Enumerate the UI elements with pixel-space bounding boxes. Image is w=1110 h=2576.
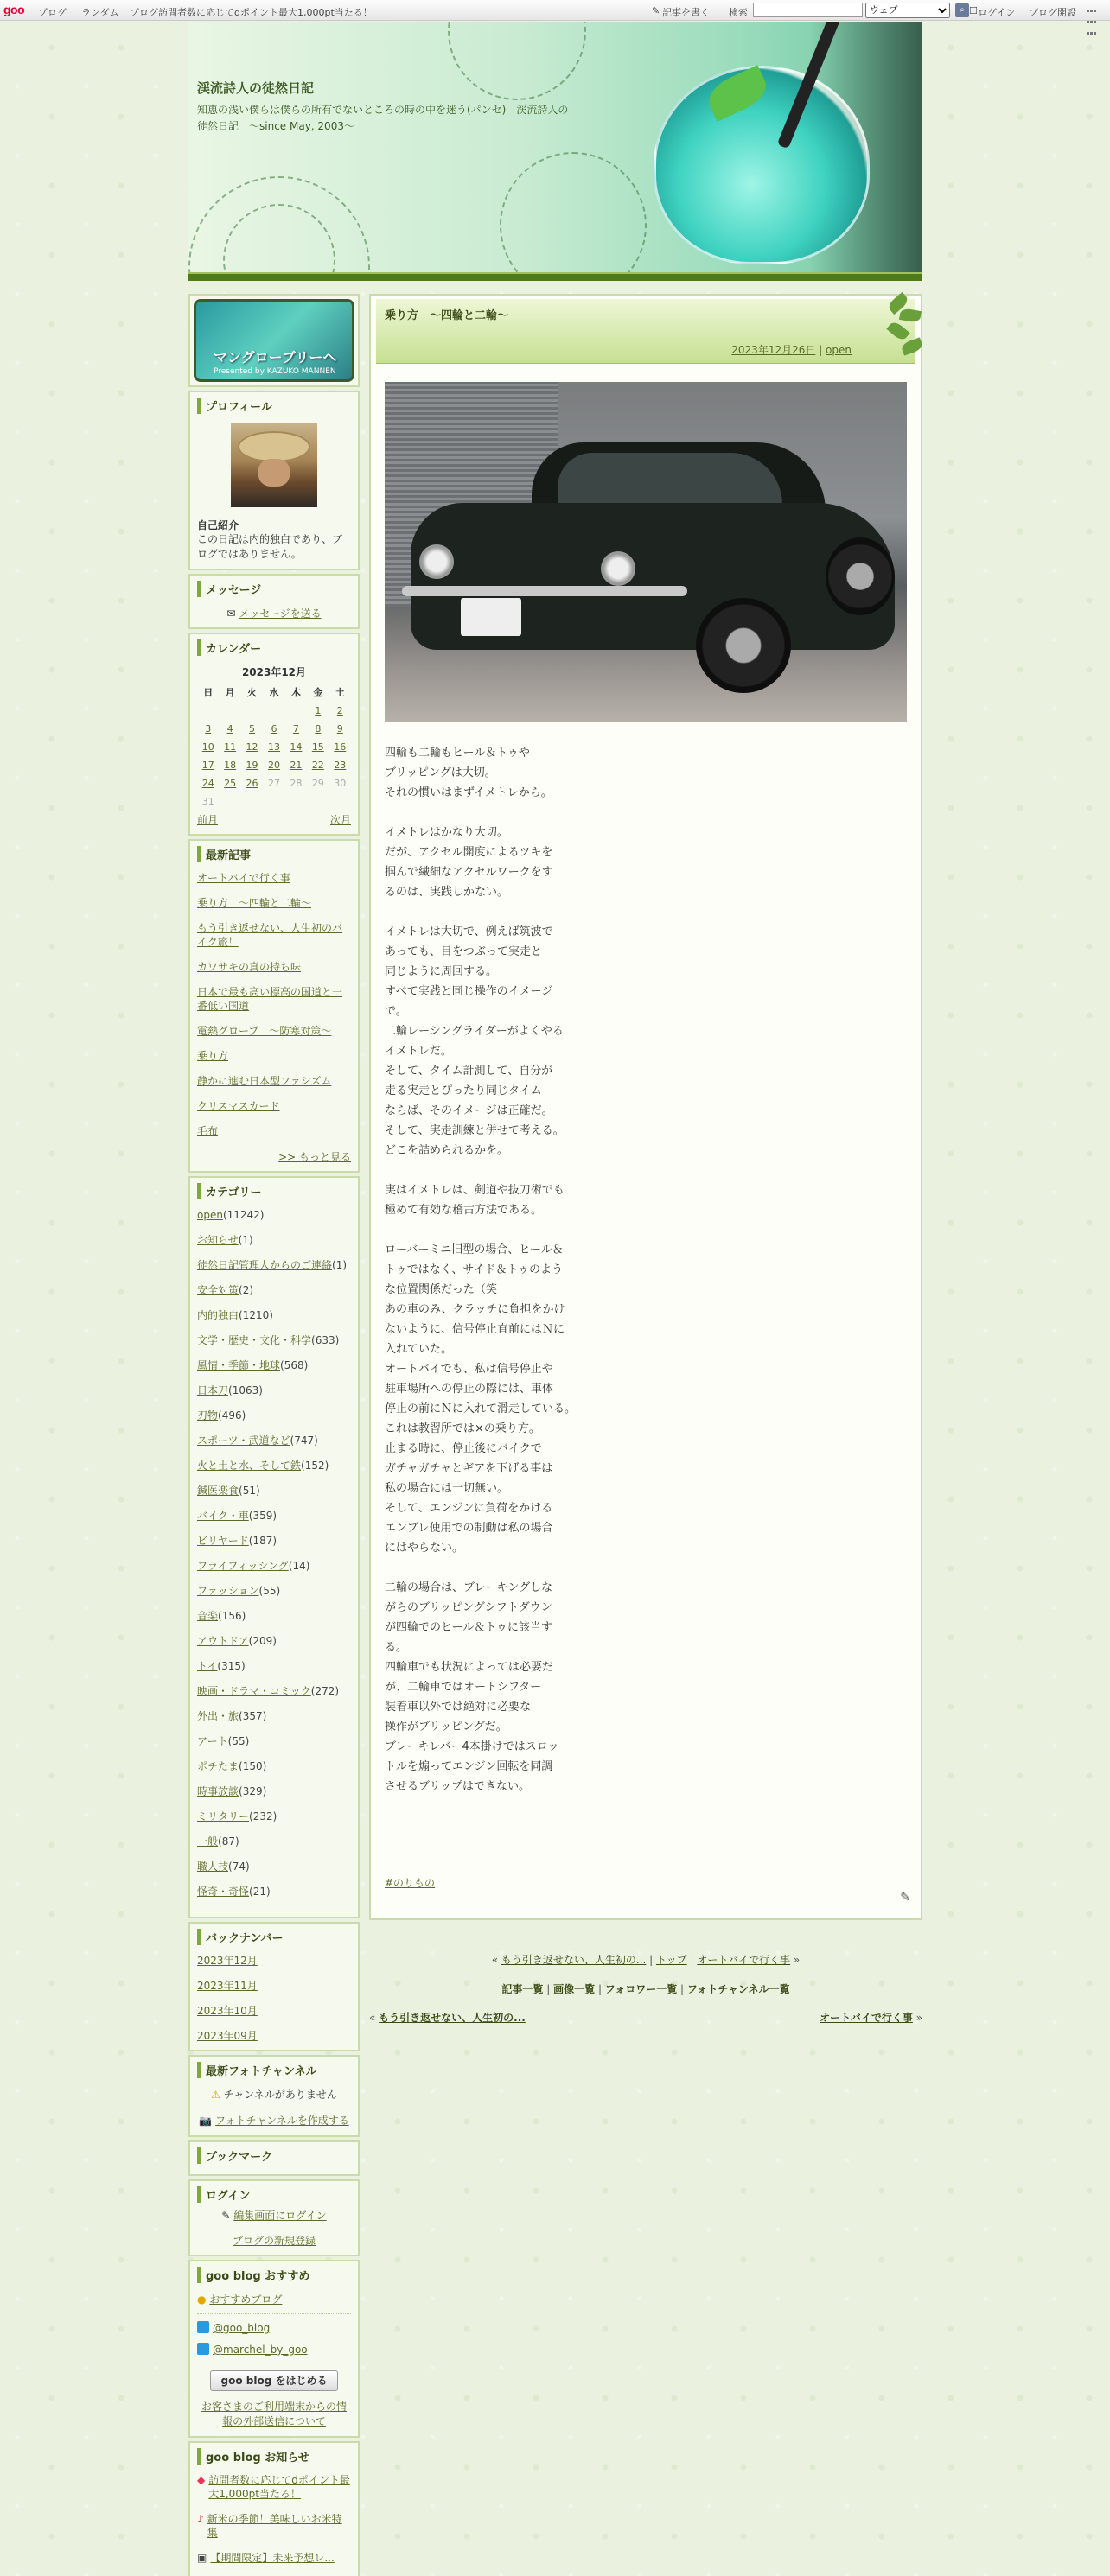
recent-post-link[interactable]: もう引き返せない、人生初のバイク旅！ [197,922,343,948]
banner-box [188,294,360,387]
entry-nav-top: « もう引き返せない、人生初の... | トップ | オートバイで行く事 » [491,1954,801,1966]
sidebar [188,294,360,2576]
calendar-day[interactable]: 11 [224,741,237,753]
category-link[interactable]: 鍼医楽食 [197,1485,239,1497]
bookmark-heading: ブックマーク [197,2147,351,2164]
backnumber-link[interactable]: 2023年10月 [197,2005,258,2017]
calendar-day[interactable]: 3 [205,723,212,735]
calendar-next-link[interactable]: 次月 [329,814,351,826]
body-line: 停止の前にＮに入れて滑走している。 [385,1402,577,1415]
category-count: (74) [228,1860,250,1873]
header-bar [188,272,922,281]
list-links: 記事一覧 | 画像一覧 | フォロワー一覧 | フォトチャンネル一覧 [501,1983,790,1995]
profile-intro-label: 自己紹介 [197,519,239,531]
body-line: ローバーミニ旧型の場合、ヒール＆ [385,1243,564,1256]
body-line: すべて実践と同じ操作のイメージ [385,985,553,998]
recent-post-link[interactable]: 電熱グローブ ～防寒対策～ [197,1025,332,1037]
body-line: 操作がブリッピングだ。 [385,1721,507,1733]
calendar-day[interactable]: 9 [336,723,343,735]
category-count: (329) [239,1785,267,1797]
body-line: トルを煽ってエンジン回転を同調 [385,1760,553,1773]
recent-post-link[interactable]: 乗り方 [197,1050,229,1062]
calendar-day[interactable]: 21 [290,760,303,771]
calendar-day[interactable]: 20 [267,760,280,771]
category-count: (21) [249,1886,271,1898]
article-photo[interactable] [385,382,907,722]
body-line: 走る実走とぴったり同じタイム [385,1084,542,1097]
blog-description: 知恵の浅い僕らは僕らの所有でないところの時の中を迷う(パンセ) 渓流詩人の徒然日記 ～since May, 2003～ [197,104,569,132]
backnumber-link[interactable]: 2023年09月 [197,2030,258,2042]
body-line: にはやらない。 [385,1542,464,1555]
calendar-day[interactable]: 7 [292,723,299,735]
gift-icon: ▣ [197,2552,207,2564]
body-line: る。 [385,1641,408,1654]
write-article-link[interactable]: 記事を書く [662,7,710,18]
category-link[interactable]: 映画・ドラマ・コミック [197,1685,311,1697]
calendar-day: 28 [290,778,303,789]
recommend-heading: goo blog おすすめ [197,2267,351,2283]
recommend-box [188,2260,360,2438]
categories-heading: カテゴリー [197,1183,351,1199]
search-scope-select[interactable] [865,3,950,18]
category-link[interactable]: 風情・季節・地球 [197,1359,281,1371]
category-count: (14) [288,1560,310,1572]
category-link[interactable]: お知らせ [197,1234,239,1246]
recent-post-link[interactable]: 日本で最も高い標高の国道と一番低い国道 [197,986,343,1012]
calendar-heading: カレンダー [197,639,351,656]
category-link[interactable]: 時事放談 [197,1785,239,1797]
category-count: (152) [301,1460,329,1472]
weekday: 土 [335,687,345,698]
banner-credit: Presented by KAZUKO MANNEN [214,367,336,376]
template-banner[interactable] [194,299,354,382]
body-line: が、二輪車ではオートシフター [385,1681,542,1694]
calendar-day[interactable]: 4 [226,723,233,735]
category-link[interactable]: open [197,1209,223,1221]
body-line: 実はイメトレは、剣道や抜刀術でも [385,1184,565,1197]
body-line: これは教習所では×の乗り方。 [385,1422,540,1435]
weekday: 火 [247,687,258,698]
category-link[interactable]: 安全対策 [197,1284,239,1296]
login-icon: ☐ [969,5,978,16]
news-link[interactable]: 訪問者数に応じてdポイント最大1,000pt当たる！ [208,2474,350,2500]
create-photochannel-link[interactable]: フォトチャンネルを作成する [215,2115,349,2127]
twitter-goo-blog-link[interactable]: @goo_blog [213,2322,271,2334]
search-label: 検索 [729,7,748,18]
article-category-link[interactable]: open [826,344,852,356]
body-line: そして、エンジンに負荷をかける [385,1502,553,1515]
calendar-day[interactable]: 18 [224,760,237,771]
lace-decoration [500,152,647,272]
blog-header [188,22,922,272]
body-line: が四輪でのヒール＆トゥに該当す [385,1621,552,1634]
dpoint-icon: ◆ [197,2474,206,2486]
pencil-icon: ✎ [652,5,660,16]
body-line: ガチャガチャとギアを下げる事は [385,1462,553,1475]
article-meta: 2023年12月26日 | open [731,344,852,356]
category-link[interactable]: バイク・車 [197,1510,249,1522]
topbar-link-blog[interactable]: ブログ [38,7,67,18]
prev-entry-link[interactable]: もう引き返せない、人生初の... [501,1954,647,1966]
body-line: な位置関係だった（笑 [385,1283,498,1296]
follower-list-link[interactable]: フォロワー一覧 [604,1983,678,1995]
body-line: 四輪車でも状況によっては必要だ [385,1661,554,1674]
body-line: どこを詰められるかを。 [385,1144,509,1157]
app-grid-icon[interactable] [1087,4,1100,16]
category-link[interactable]: 文学・歴史・文化・科学 [197,1334,312,1346]
category-link[interactable]: 内的独白 [197,1309,239,1321]
category-link[interactable]: ポチたま [197,1760,239,1772]
category-link[interactable]: 一般 [197,1835,219,1848]
article-header [376,299,915,364]
body-line: トゥではなく、サイド＆トゥのよう [385,1263,564,1276]
entry-nav-bottom: « もう引き返せない、人生初の... オートバイで行く事 » [369,2012,922,2024]
category-count: (1210) [239,1309,273,1321]
category-link[interactable]: 怪奇・奇怪 [197,1886,250,1898]
body-line: そして、実走訓練と併せて考える。 [385,1124,565,1137]
recommended-blog-link[interactable]: おすすめブログ [209,2293,283,2306]
twitter-marchel-link[interactable]: @marchel_by_goo [213,2344,308,2356]
search-input[interactable] [753,3,863,17]
body-line: 二輪レーシングライダーがよくやる [385,1025,564,1038]
body-line: 止まる時に、停止後にバイクで [385,1442,542,1455]
calendar-day[interactable]: 23 [334,760,347,771]
calendar-day[interactable]: 1 [315,705,322,716]
category-link[interactable]: トイ [197,1660,218,1672]
body-line: オートバイでも、私は信号停止や [385,1363,553,1376]
category-count: (357) [239,1710,267,1722]
news-box [188,2441,360,2576]
calendar-day[interactable]: 13 [267,741,280,753]
calendar-day[interactable]: 8 [315,723,322,735]
no-channel-text: チャンネルがありません [223,2089,337,2101]
calendar-day[interactable]: 26 [246,778,258,789]
body-line: エンブレ使用での制動は私の場合 [385,1522,553,1535]
calendar-day: 31 [201,796,214,807]
category-count: (568) [280,1359,309,1371]
categories-box [188,1176,360,1918]
photochannel-list-link[interactable]: フォトチャンネル一覧 [686,1983,790,1995]
send-message-link[interactable]: メッセージを送る [239,607,322,620]
article-list-link[interactable]: 記事一覧 [501,1983,544,1995]
category-link[interactable]: 徒然日記管理人からのご連絡 [197,1259,333,1271]
category-count: (496) [218,1409,246,1422]
news-link[interactable]: 【期間限定】未来予想レ... [210,2552,335,2564]
category-link[interactable]: 職人技 [197,1860,229,1873]
recent-post-link[interactable]: 乗り方 ～四輪と二輪～ [197,897,312,909]
category-count: (2) [239,1284,254,1296]
goo-logo[interactable]: goo [3,3,25,16]
avatar [231,423,317,507]
login-box [188,2179,360,2256]
category-link[interactable]: 火と土と水、そして鉄 [197,1460,302,1472]
external-transmission-link[interactable]: お客さまのご利用端末からの情報の外部送信について [201,2401,347,2427]
backnumber-box [188,1922,360,2051]
body-line: るのは、実践しかない。 [385,886,509,899]
body-line: イメトレだ。 [385,1045,452,1058]
article [369,294,922,1920]
body-line: ないように、信号停止直前にはＮに [385,1323,565,1336]
recent-post-link[interactable]: クリスマスカード [197,1100,280,1112]
body-line: だが、アクセル開度によるツキを [385,846,553,859]
category-count: (1) [332,1259,348,1271]
message-box [188,574,360,629]
top-toolbar [0,0,1110,21]
profile-heading: プロフィール [197,398,351,414]
article-date-link[interactable]: 2023年12月26日 [731,344,816,356]
backnumber-link[interactable]: 2023年12月 [197,1955,258,1967]
category-count: (1) [238,1234,253,1246]
category-count: (87) [218,1835,239,1848]
body-line: がらのブリッピングシフトダウン [385,1601,552,1614]
category-link[interactable]: 日本刀 [197,1384,229,1396]
weekday: 金 [313,687,323,698]
news-heading: goo blog お知らせ [197,2448,351,2465]
category-count: (150) [239,1760,267,1772]
more-posts-link[interactable]: >> もっと見る [278,1151,351,1163]
body-line: 同じように周回する。 [385,965,498,978]
calendar-month: 2023年12月 [241,666,307,678]
category-link[interactable]: 刃物 [197,1409,219,1422]
category-count: (272) [310,1685,340,1697]
calendar-prev-link[interactable]: 前月 [197,814,219,826]
recent-post-link[interactable]: 毛布 [197,1125,219,1137]
profile-box [188,391,360,570]
article-body [385,743,713,1816]
category-count: (51) [239,1485,260,1497]
category-count: (11242) [222,1209,265,1221]
body-line: 極めて有効な稽古方法である。 [385,1204,543,1217]
body-line: ブレーキレバー4本掛けではスロッ [385,1740,559,1753]
warning-icon: ⚠ [211,2089,220,2101]
prev-entry-link-bottom[interactable]: もう引き返せない、人生初の... [379,2012,526,2024]
category-link[interactable]: アート [197,1735,228,1747]
next-entry-link[interactable]: オートバイで行く事 [697,1954,791,1966]
category-link[interactable]: スポーツ・武道など [197,1434,290,1447]
category-count: (359) [248,1510,278,1522]
top-link[interactable]: トップ [656,1954,687,1966]
category-link[interactable]: ビリヤード [197,1535,249,1547]
note-icon: ♪ [197,2513,204,2525]
topbar-open-blog-link[interactable]: ブログ開設 [1029,7,1076,18]
category-count: (209) [248,1635,277,1647]
weekday: 木 [290,687,301,698]
calendar-day[interactable]: 25 [224,778,237,789]
category-count: (187) [248,1535,278,1547]
backnumber-heading: バックナンバー [197,1929,351,1945]
start-goo-blog-button[interactable]: goo blog をはじめる [210,2370,338,2391]
body-line: そして、タイム計測して、自分が [385,1065,553,1078]
body-line: ブリッピングは大切。 [385,766,496,779]
recent-heading: 最新記事 [197,846,351,862]
calendar-table [197,683,351,811]
calendar-day: 29 [311,778,324,789]
weekday: 日 [203,687,214,698]
backnumber-link[interactable]: 2023年11月 [197,1980,258,1992]
calendar-day: 27 [267,778,280,789]
recent-post-link[interactable]: オートバイで行く事 [197,872,290,884]
news-link[interactable]: 新米の季節！美味しいお米特集 [207,2513,342,2539]
calendar-day[interactable]: 19 [246,760,258,771]
bookmark-box [188,2140,360,2176]
body-line: ならば、そのイメージは正確だ。 [385,1104,553,1117]
body-line: それの慣いはまずイメトレから。 [385,786,552,799]
calendar-day[interactable]: 17 [201,760,214,771]
next-entry-link-bottom[interactable]: オートバイで行く事 [820,2012,913,2024]
photochannel-heading: 最新フォトチャンネル [197,2062,351,2078]
calendar-day[interactable]: 2 [336,705,343,716]
pencil-icon: ✎ [221,2210,231,2222]
body-line: 四輪も二輪もヒール＆トゥや [385,747,530,760]
camera-icon: 📷 [199,2115,213,2127]
topbar-link-random[interactable]: ランダム [81,7,119,18]
body-line: 二輪の場合は、ブレーキングしな [385,1581,553,1594]
body-line: 駐車場所への停止の際には、車体 [385,1383,554,1396]
envelope-icon: ✉ [226,607,236,620]
calendar-day: 30 [334,778,347,789]
category-count: (55) [258,1585,281,1597]
calendar-day[interactable]: 24 [201,778,214,789]
banner-title: マングローブリーヘ [214,349,337,366]
body-line: あの車のみ、クラッチに負担をかけ [385,1303,565,1316]
photochannel-box [188,2055,360,2137]
category-link[interactable]: ファッション [197,1585,259,1597]
calendar-day[interactable]: 16 [334,741,347,753]
article-title: 乗り方 ～四輪と二輪～ [385,309,509,322]
login-heading: ログイン [197,2186,351,2203]
lace-decoration [448,22,586,100]
topbar-link-campaign[interactable]: ブログ訪問者数に応じてdポイント最大1,000pt当たる！ [130,7,373,18]
category-count: (1063) [228,1384,263,1396]
body-line: イメトレはかなり大切。 [385,826,508,839]
calendar-day[interactable]: 5 [249,723,256,735]
article-tag-link[interactable]: #のりもの [385,1877,436,1889]
category-count: (156) [218,1610,246,1622]
category-link[interactable]: フライフィッシング [197,1560,289,1572]
calendar-day[interactable]: 14 [290,741,303,753]
body-line: 入れていた。 [385,1343,453,1356]
weekday: 水 [269,687,279,698]
weekday: 月 [225,687,235,698]
calendar-day[interactable]: 12 [246,741,258,753]
body-line: 掴んで繊細なアクセルワークをす [385,866,553,879]
calendar-day[interactable]: 15 [311,741,324,753]
edit-login-link[interactable]: 編集画面にログイン [233,2210,327,2222]
twitter-icon [197,2343,209,2355]
category-count: (232) [249,1810,278,1822]
category-link[interactable]: 外出・旅 [197,1710,239,1722]
twitter-icon [197,2321,209,2333]
body-line: させるブリップはできない。 [385,1780,530,1793]
body-line: あっても、目をつぶって実走と [385,945,542,958]
bulb-icon: ● [197,2293,207,2306]
image-list-link[interactable]: 画像一覧 [553,1983,596,1995]
calendar-day[interactable]: 22 [311,760,324,771]
category-link[interactable]: アウトドア [197,1635,249,1647]
recent-post-link[interactable]: カワサキの真の持ち味 [197,961,302,973]
calendar-box [188,633,360,836]
category-link[interactable]: 音楽 [197,1610,219,1622]
body-line: 私の場合には一切無い。 [385,1482,509,1495]
profile-intro: この日記は内的独白であり、ブログではありません。 [197,533,343,560]
category-count: (747) [290,1434,318,1447]
edit-pencil-icon[interactable]: ✎ [900,1891,910,1905]
category-count: (55) [227,1735,250,1747]
topbar-login-link[interactable]: ログイン [978,7,1016,18]
search-button[interactable]: ⌕ [955,3,969,17]
body-line: で。 [385,1005,407,1018]
category-count: (315) [217,1660,246,1672]
message-heading: メッセージ [197,581,351,597]
recent-post-link[interactable]: 静かに進む日本型ファシズム [197,1075,332,1087]
calendar-day[interactable]: 6 [271,723,278,735]
category-count: (633) [311,1334,340,1346]
body-line: イメトレは大切で、例えば筑波で [385,925,553,938]
calendar-day[interactable]: 10 [201,741,214,753]
register-blog-link[interactable]: ブログの新規登録 [232,2235,316,2247]
recent-posts-box [188,839,360,1173]
blog-title[interactable]: 渓流詩人の徒然日記 [197,80,315,96]
category-link[interactable]: ミリタリー [197,1810,250,1822]
body-line: 装着車以外では絶対に必要な [385,1701,532,1714]
